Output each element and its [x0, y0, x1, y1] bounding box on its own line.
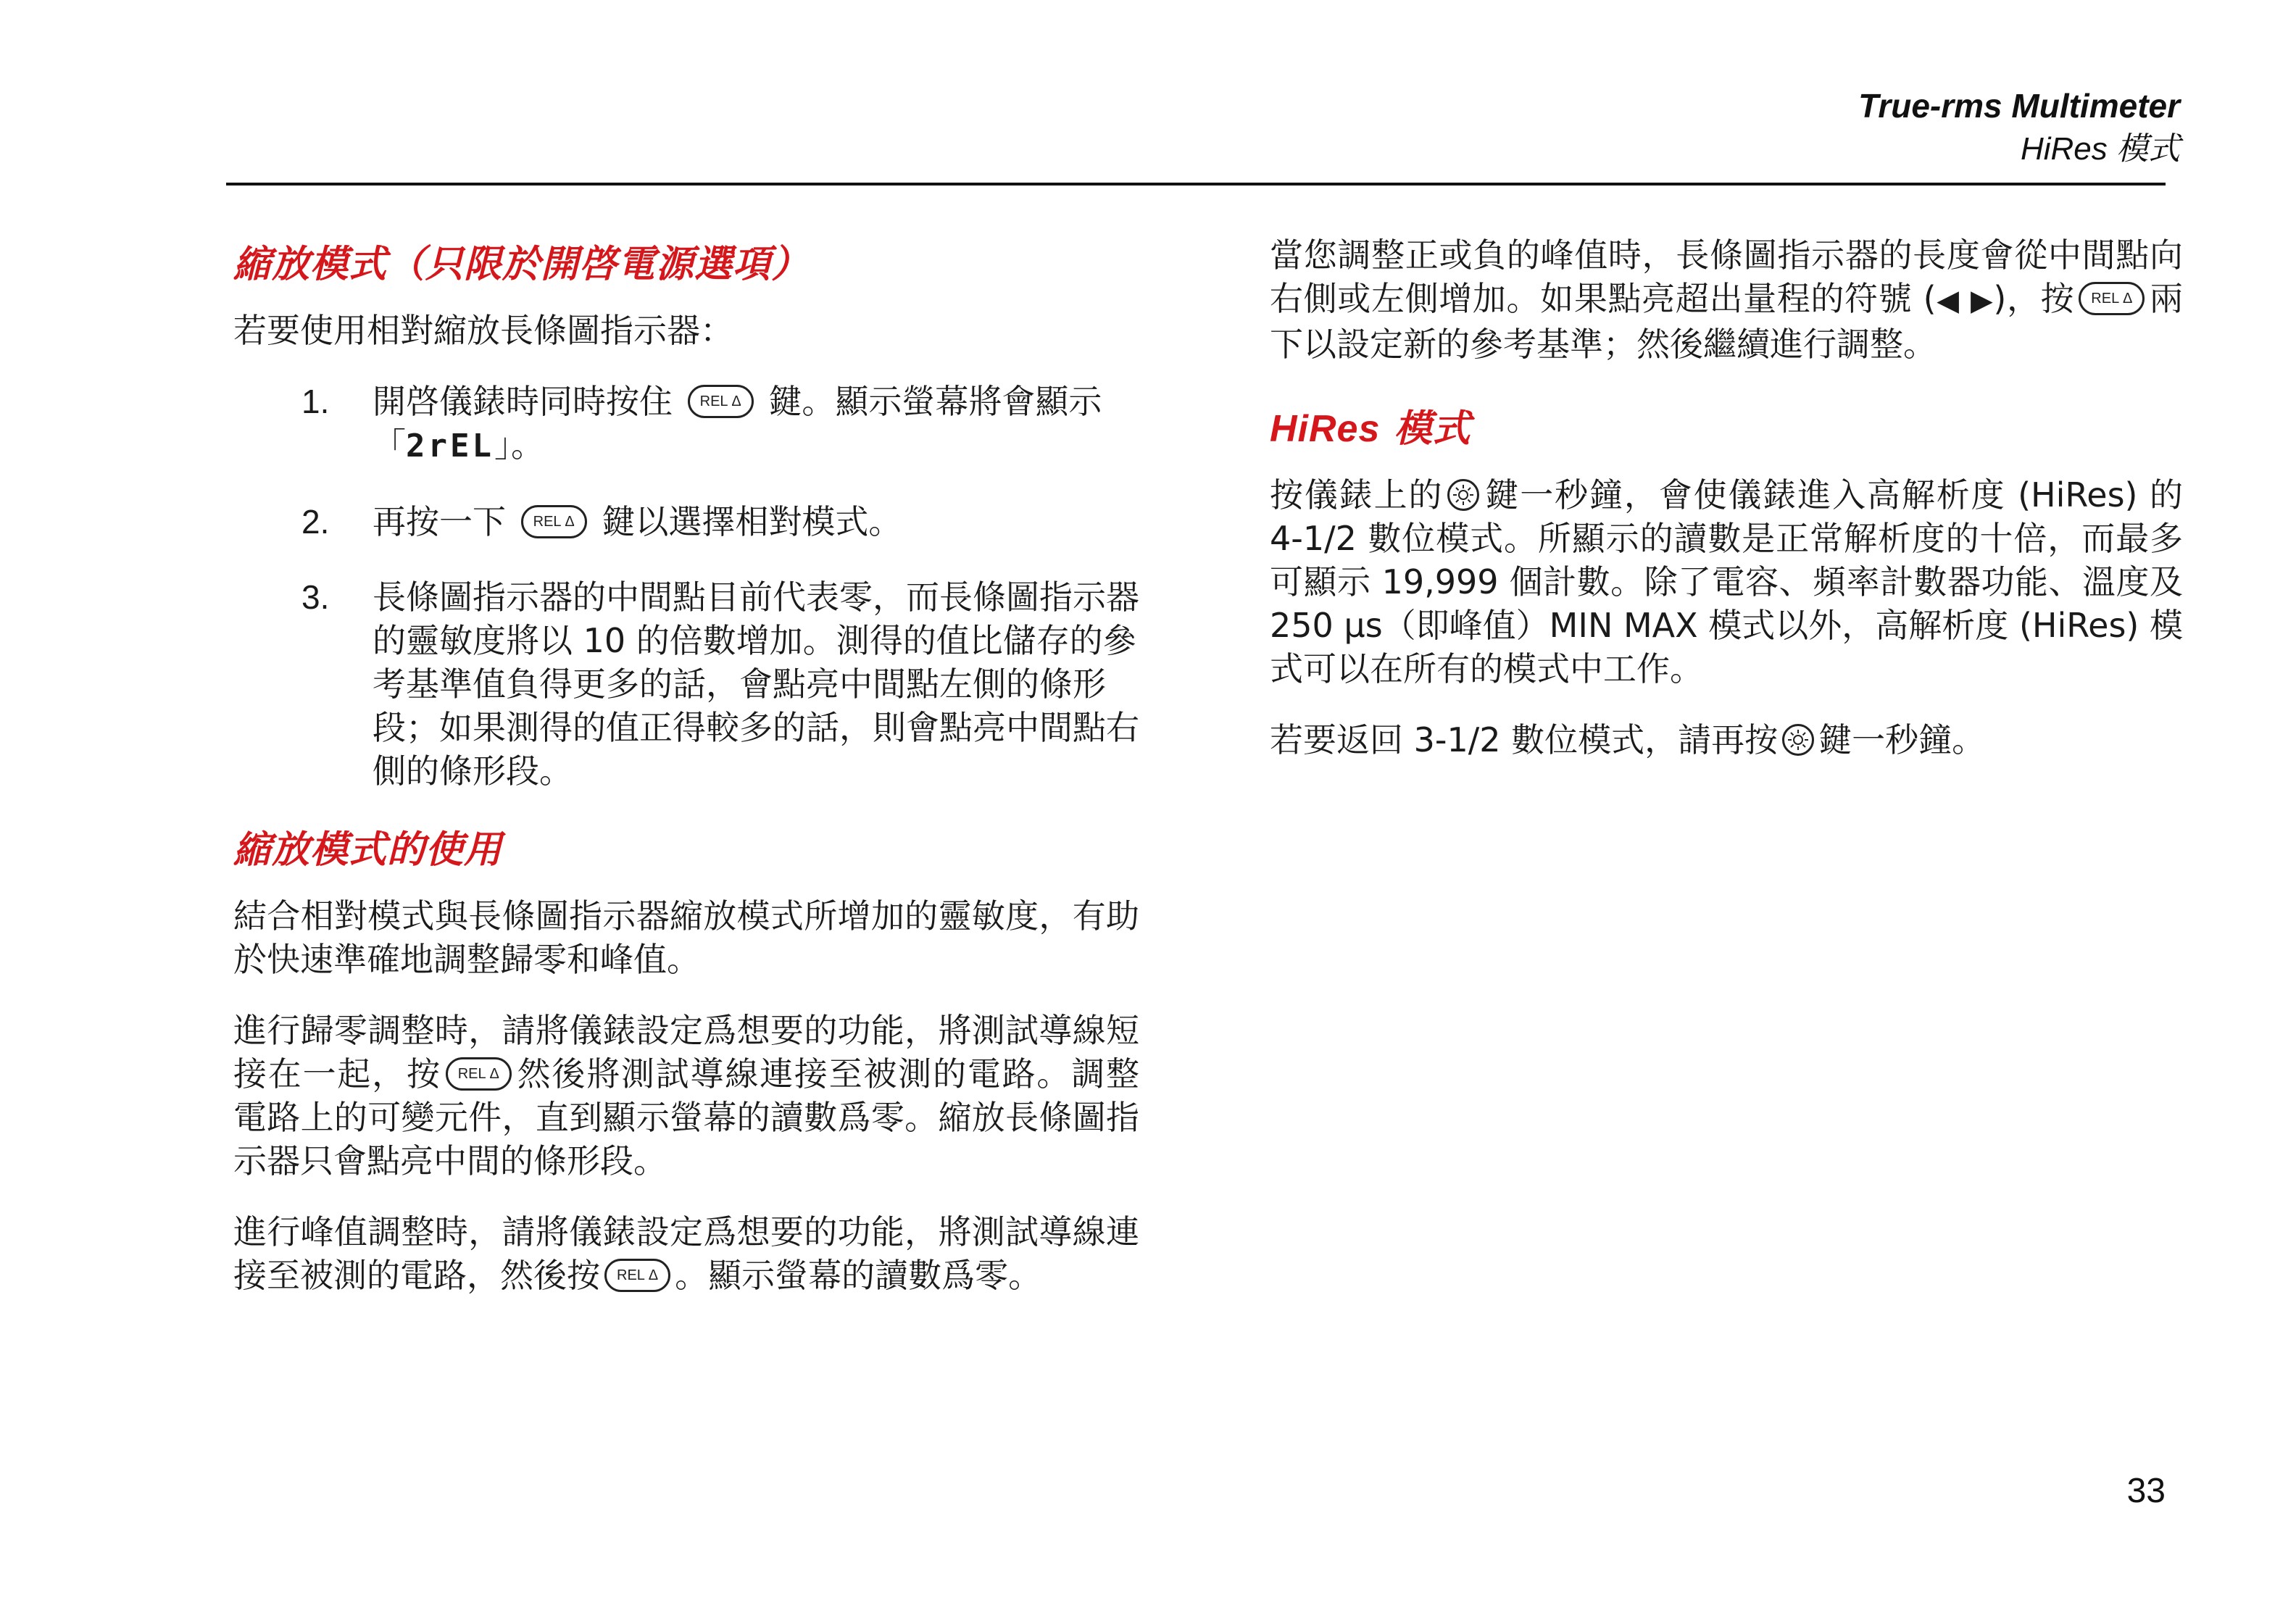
paragraph-text: 兩下以設定新的參考基準；然後繼續進行調整。: [1270, 279, 2184, 364]
step-text: 鍵。顯示螢幕將會顯示「: [373, 382, 1102, 464]
paragraph-text: 當您調整正或負的峰值時，長條圖指示器的長度會從中間點向右側或左側增加。如果點亮超出量程的符號 (: [1270, 236, 2183, 318]
peak-adjust-paragraph: [233, 1210, 1139, 1297]
hires-return-paragraph: [1270, 718, 2183, 762]
step-text: 再按一下: [373, 502, 506, 541]
lcd-reading: 2rEL: [406, 428, 494, 464]
backlight-sun-icon: [1447, 479, 1479, 511]
zoom-use-paragraph: 結合相對模式與長條圖指示器縮放模式所增加的靈敏度，有助於快速準確地調整歸零和峰值。: [233, 896, 1139, 979]
rel-delta-key: REL Δ: [688, 385, 754, 418]
zoom-mode-heading: 縮放模式（只限於開啓電源選項）: [233, 243, 810, 286]
rel-delta-key: REL Δ: [604, 1259, 670, 1292]
step-number: 2.: [301, 503, 330, 541]
rel-delta-key: REL Δ: [521, 505, 587, 538]
rel-delta-key: REL Δ: [446, 1057, 512, 1091]
list-item: [233, 500, 1139, 543]
hires-heading: [1270, 404, 2183, 454]
left-triangle-icon: ◀: [1936, 284, 1960, 317]
header-rule: [226, 183, 2166, 186]
paragraph-text: 進行歸零調整時，請將儀錶設定爲想要的功能，將測試導線短接在一起，按: [233, 1011, 1139, 1093]
zoom-steps: [233, 380, 1139, 793]
step-text: 鍵以選擇相對模式。: [602, 502, 902, 541]
paragraph-text: 鍵一秒鐘，會使儀錶進入高解析度 (HiRes) 的 4-1/2 數位模式。所顯示的讀數是正常解析度的十倍，而最多可顯示 19,999 個計數。除了電容、頻率計數器功能、溫度及 250 µs（即峰值）MIN MAX 模式以外，高解析度 (HiRes) 模式可以在所有的模式中工作。: [1270, 475, 2183, 688]
list-item: [233, 380, 1139, 468]
page-header: [1858, 84, 2180, 171]
page-number: 33: [2126, 1472, 2166, 1510]
step-text: 開啓儀錶時同時按住: [373, 382, 673, 421]
header-subtitle: HiRes 模式: [2020, 131, 2180, 167]
peak-direction-paragraph: [1270, 233, 2183, 366]
paragraph-text: 鍵一秒鐘。: [1818, 720, 1986, 759]
left-column: [233, 239, 1139, 1325]
hires-heading-latin: HiRes: [1270, 408, 1381, 450]
paragraph-text: 。顯示螢幕的讀數爲零。: [675, 1256, 1042, 1295]
right-column: [1270, 233, 2183, 789]
header-title: True-rms Multimeter: [1858, 87, 2180, 125]
hires-paragraph: [1270, 473, 2183, 691]
zoom-use-heading: 縮放模式的使用: [233, 828, 503, 872]
step-text: 」。: [494, 425, 544, 464]
step-number: 1.: [301, 383, 330, 420]
paragraph-text: 若要返回 3-1/2 數位模式，請再按: [1270, 720, 1779, 759]
paragraph-text: 進行峰值調整時，請將儀錶設定爲想要的功能，將測試導線連接至被測的電路，然後按: [233, 1212, 1139, 1295]
step-number: 3.: [301, 578, 330, 616]
list-item: [233, 575, 1139, 793]
paragraph-text: 按儀錶上的: [1270, 475, 1444, 514]
zoom-intro: 若要使用相對縮放長條圖指示器：: [233, 311, 733, 350]
null-adjust-paragraph: [233, 1009, 1139, 1183]
hires-heading-cjk: 模式: [1394, 407, 1471, 451]
step-text: 長條圖指示器的中間點目前代表零，而長條圖指示器的靈敏度將以 10 的倍數增加。測得的值比儲存的參考基準值負得更多的話，會點亮中間點左側的條形段；如果測得的值正得較多的話，則會點亮中間點右側的條形段。: [373, 578, 1139, 791]
right-triangle-icon: ▶: [1970, 284, 1994, 317]
rel-delta-key: REL Δ: [2079, 282, 2145, 315]
paragraph-text: 然後將測試導線連接至被測的電路。調整電路上的可變元件，直到顯示螢幕的讀數爲零。縮放長條圖指示器只會點亮中間的條形段。: [233, 1054, 1140, 1180]
paragraph-text: )，按: [1993, 279, 2075, 318]
backlight-sun-icon: [1782, 724, 1814, 756]
